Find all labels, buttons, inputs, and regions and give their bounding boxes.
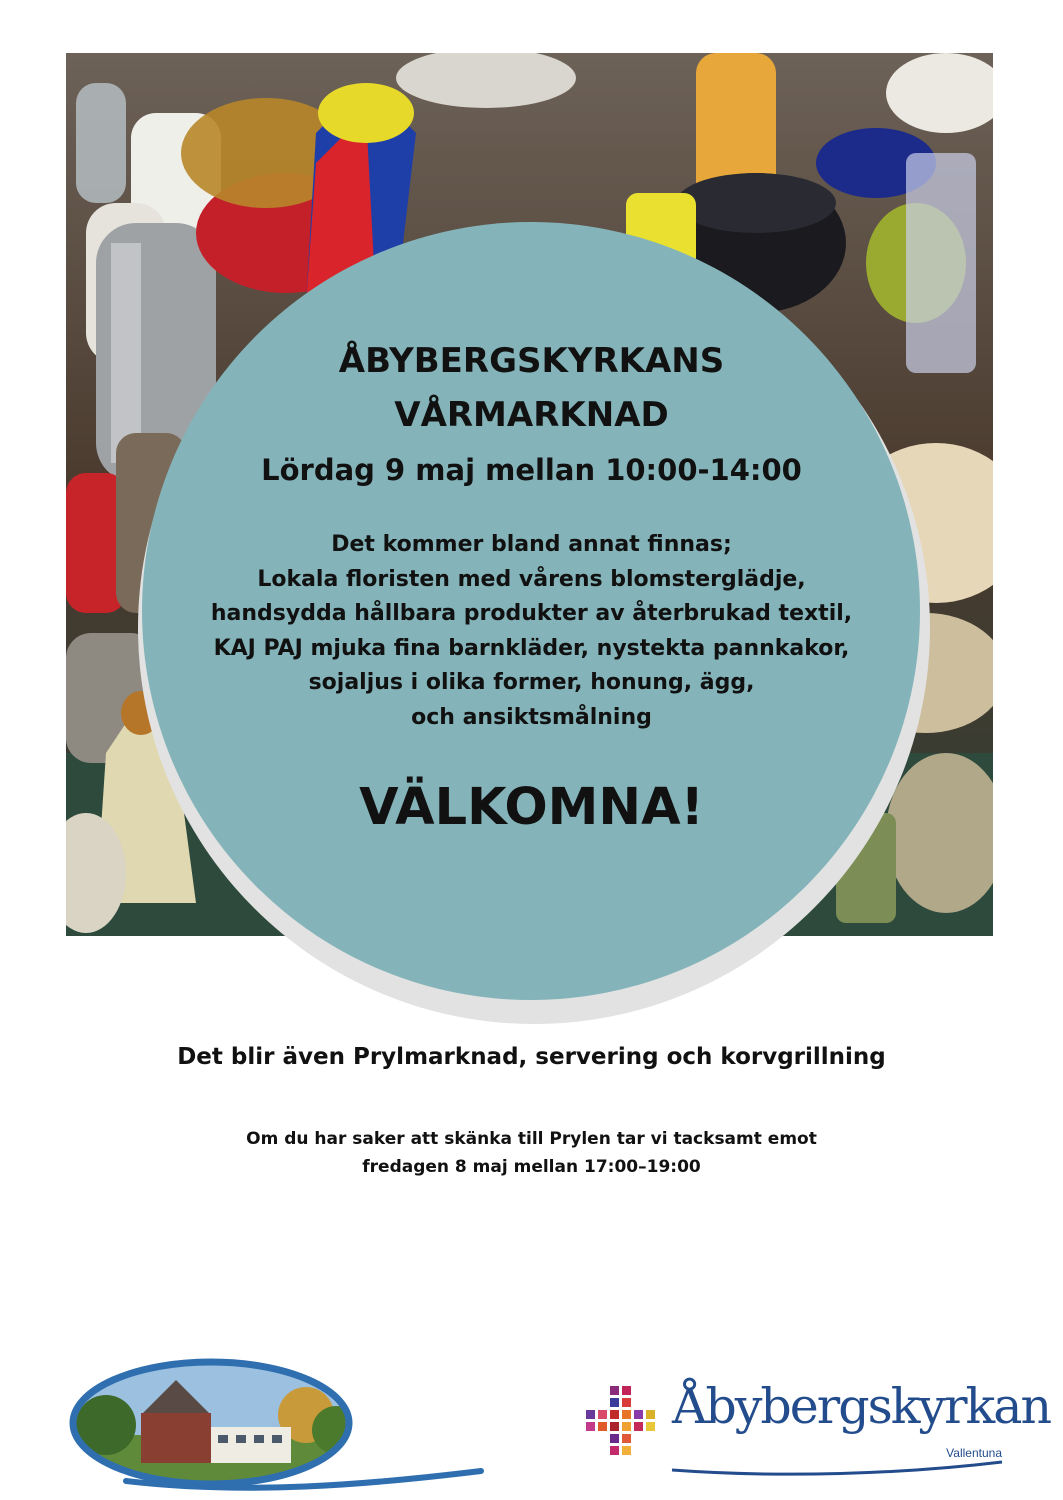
event-date: Lördag 9 maj mellan 10:00-14:00 [261, 453, 802, 487]
offer-line: och ansiktsmålning [411, 704, 652, 730]
welcome-heading: VÄLKOMNA! [359, 778, 704, 837]
donation-info [0, 1125, 1063, 1181]
offer-line: Lokala floristen med vårens blomsterglädje, [257, 566, 806, 592]
extra-activities: Det blir även Prylmarknad, servering och korvgrillning [177, 1044, 886, 1070]
brand-location: Vallentuna [946, 1446, 1002, 1460]
offer-list [0, 528, 1063, 735]
offer-line: sojaljus i olika former, honung, ägg, [308, 670, 755, 695]
offer-line: Det kommer bland annat finnas; [331, 532, 732, 557]
donation-line-1: Om du har saker att skänka till Prylen tar vi tacksamt emot [246, 1129, 817, 1149]
title-line-2: VÅRMARKNAD [394, 395, 669, 435]
church-photo-icon [66, 1355, 486, 1495]
brand-name: Åbybergskyrkan [672, 1378, 1050, 1435]
title-line-1: ÅBYBERGSKYRKANS [338, 341, 725, 381]
abybergskyrkan-logo [582, 1374, 1050, 1484]
offer-line: KAJ PAJ mjuka fina barnkläder, nystekta pannkakor, [213, 635, 850, 661]
offer-line: handsydda hållbara produkter av återbrukad textil, [210, 601, 853, 626]
poster-title [0, 334, 1063, 442]
donation-line-2: fredagen 8 maj mellan 17:00–19:00 [362, 1157, 701, 1177]
church-oval-logo [66, 1355, 486, 1495]
